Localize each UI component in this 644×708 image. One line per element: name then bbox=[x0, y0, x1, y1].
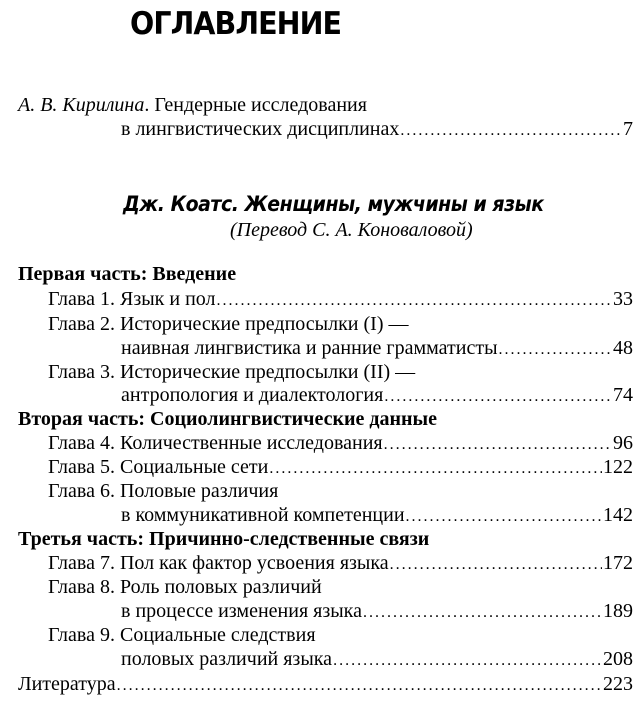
chapter-7-num: Глава 7. bbox=[48, 552, 115, 574]
chapter-2-line2[interactable] bbox=[121, 337, 633, 361]
chapter-8-title-line1: Роль половых различий bbox=[119, 576, 322, 598]
leader-dots bbox=[333, 650, 602, 672]
chapter-1-page: 33 bbox=[613, 288, 633, 310]
chapter-1[interactable] bbox=[48, 288, 633, 312]
literature-entry[interactable] bbox=[18, 673, 633, 697]
chapter-6-title-line1: Половые различия bbox=[119, 480, 279, 502]
chapter-8-line2[interactable] bbox=[121, 600, 633, 624]
book-author: Дж. Коатс bbox=[123, 192, 232, 216]
chapter-2-page: 48 bbox=[613, 337, 633, 359]
chapter-5[interactable] bbox=[48, 456, 633, 480]
chapter-5-title: Социальные сети bbox=[119, 456, 269, 478]
leader-dots bbox=[406, 506, 602, 528]
chapter-9-line2[interactable] bbox=[121, 648, 633, 672]
chapter-8-line1[interactable] bbox=[48, 576, 322, 598]
chapter-9-title-line2: половых различий языка bbox=[121, 648, 333, 670]
chapter-3-line2[interactable] bbox=[121, 384, 633, 408]
intro-page: 7 bbox=[623, 118, 633, 140]
chapter-2-line1[interactable] bbox=[48, 313, 408, 335]
chapter-3-page: 74 bbox=[613, 384, 633, 406]
chapter-3-title-line1: Исторические предпосылки (II) — bbox=[119, 361, 416, 383]
leader-dots bbox=[363, 602, 602, 624]
leader-dots bbox=[384, 386, 612, 408]
chapter-1-title: Язык и пол bbox=[119, 288, 216, 310]
book-title-text: . Женщины, мужчины и язык bbox=[231, 192, 544, 216]
chapter-9-title-line1: Социальные следствия bbox=[119, 624, 316, 646]
page-heading: ОГЛАВЛЕНИЕ bbox=[130, 6, 342, 42]
intro-title-line1: . Гендерные исследования bbox=[144, 94, 367, 116]
chapter-8-page: 189 bbox=[603, 600, 633, 622]
part-3-label: Третья часть: Причинно-следственные связи bbox=[18, 528, 430, 550]
chapter-7[interactable] bbox=[48, 552, 633, 576]
chapter-6-num: Глава 6. bbox=[48, 480, 115, 502]
leader-dots bbox=[499, 339, 612, 361]
chapter-6-line2[interactable] bbox=[121, 504, 633, 528]
chapter-6-title-line2: в коммуникативной компетенции bbox=[121, 504, 405, 526]
chapter-7-title: Пол как фактор усвоения языка bbox=[119, 552, 389, 574]
chapter-4-num: Глава 4. bbox=[48, 432, 115, 454]
book-title bbox=[123, 192, 544, 216]
chapter-9-num: Глава 9. bbox=[48, 624, 115, 646]
chapter-4-title: Количественные исследования bbox=[119, 432, 383, 454]
chapter-2-title-line2: наивная лингвистика и ранние грамматисты bbox=[121, 337, 498, 359]
leader-dots bbox=[390, 554, 602, 576]
leader-dots bbox=[117, 675, 602, 697]
chapter-9-page: 208 bbox=[603, 648, 633, 670]
intro-entry-line2[interactable] bbox=[121, 118, 633, 142]
chapter-6-page: 142 bbox=[603, 504, 633, 526]
chapter-6-line1[interactable] bbox=[48, 480, 278, 502]
part-2-label: Вторая часть: Социолингвистические данные bbox=[18, 408, 438, 430]
leader-dots bbox=[269, 458, 602, 480]
chapter-8-num: Глава 8. bbox=[48, 576, 115, 598]
chapter-5-page: 122 bbox=[603, 456, 633, 478]
leader-dots bbox=[217, 290, 612, 312]
chapter-4[interactable] bbox=[48, 432, 633, 456]
intro-author: А. В. Кирилина bbox=[18, 94, 145, 116]
intro-title-line2: в лингвистических дисциплинах bbox=[121, 118, 400, 140]
chapter-2-title-line1: Исторические предпосылки (I) — bbox=[119, 313, 409, 335]
chapter-5-num: Глава 5. bbox=[48, 456, 115, 478]
chapter-4-page: 96 bbox=[613, 432, 633, 454]
book-translator: (Перевод С. А. Коноваловой) bbox=[230, 219, 473, 241]
intro-entry-line1 bbox=[18, 94, 367, 116]
chapter-2-num: Глава 2. bbox=[48, 313, 115, 335]
chapter-8-title-line2: в процессе изменения языка bbox=[121, 600, 362, 622]
chapter-3-line1[interactable] bbox=[48, 361, 415, 383]
leader-dots bbox=[384, 434, 612, 456]
chapter-3-num: Глава 3. bbox=[48, 361, 115, 383]
part-1-label: Первая часть: Введение bbox=[18, 263, 237, 285]
chapter-3-title-line2: антропология и диалектология bbox=[121, 384, 384, 406]
literature-page: 223 bbox=[603, 673, 633, 695]
leader-dots bbox=[400, 120, 622, 142]
literature-label: Литература bbox=[18, 673, 116, 695]
chapter-7-page: 172 bbox=[603, 552, 633, 574]
chapter-1-num: Глава 1. bbox=[48, 288, 115, 310]
chapter-9-line1[interactable] bbox=[48, 624, 316, 646]
